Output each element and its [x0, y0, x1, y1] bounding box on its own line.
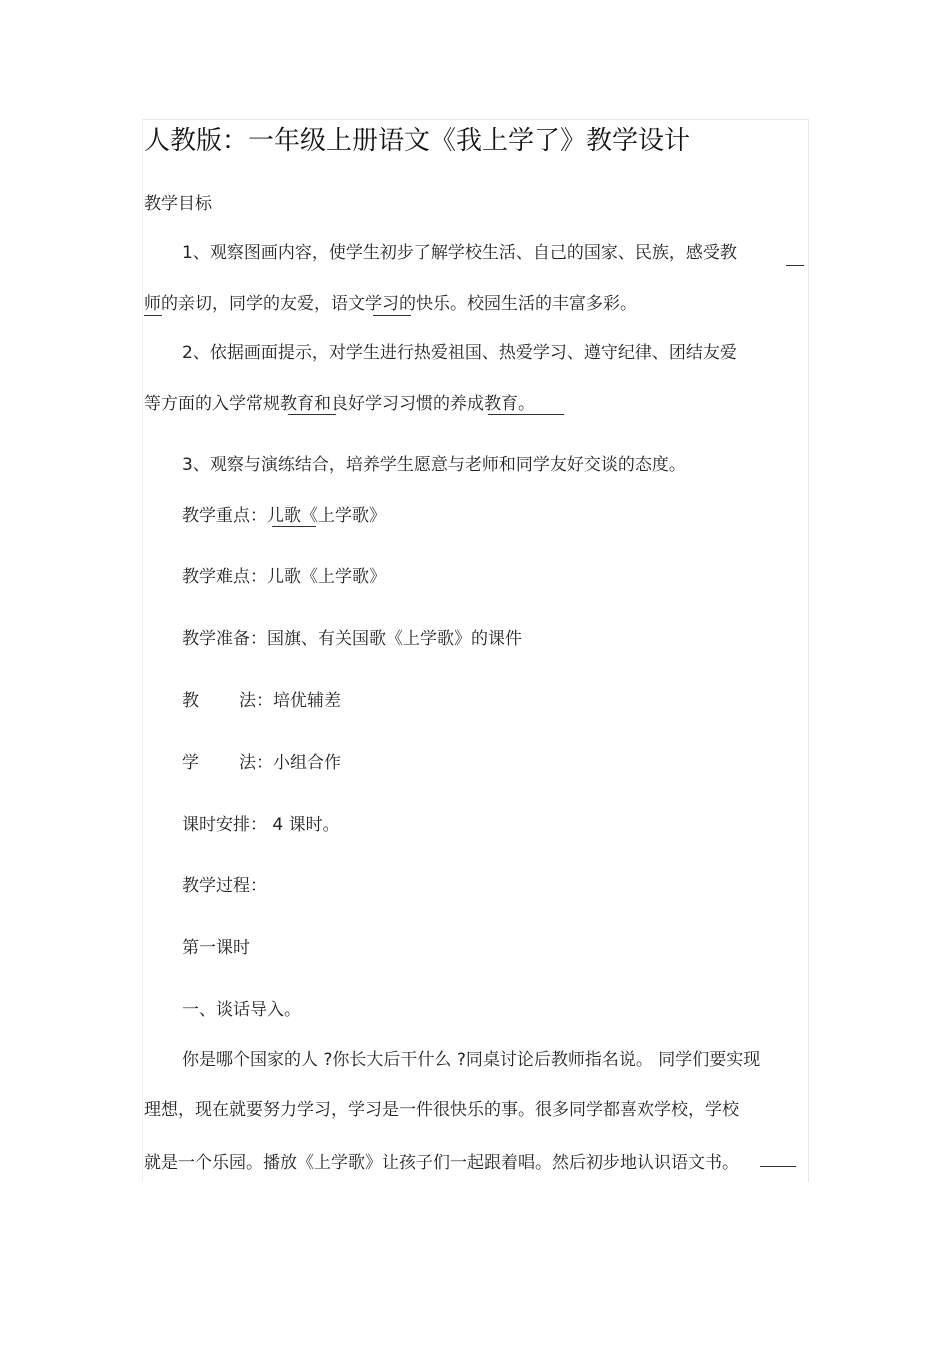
- page-frame: [142, 119, 809, 1182]
- objective-2-line-1: 2、依据画面提示，对学生进行热爱祖国、热爱学习、遵守纪律、团结友爱: [182, 343, 737, 363]
- objective-2-line-2: 等方面的入学常规教育和良好学习习惯的养成教育。: [144, 394, 535, 414]
- learning-method-value: 法：小组合作: [239, 753, 341, 773]
- difficulty: 教学难点：儿歌《上学歌》: [182, 567, 386, 587]
- key-point: 教学重点：儿歌《上学歌》: [182, 506, 386, 526]
- underline-mark: [373, 315, 411, 316]
- section-one-heading: 一、谈话导入。: [182, 1000, 301, 1020]
- underline-mark: [786, 265, 804, 266]
- teaching-method-value: 法：培优辅差: [239, 691, 341, 711]
- underline-mark: [760, 1166, 796, 1167]
- underline-mark: [272, 526, 316, 527]
- learning-method: [182, 752, 341, 774]
- paragraph-1-line-3: 就是一个乐园。播放《上学歌》让孩子们一起跟着唱。然后初步地认识语文书。: [144, 1153, 739, 1173]
- underline-mark: [488, 414, 564, 415]
- process-heading: 教学过程：: [182, 876, 267, 896]
- underline-mark: [288, 414, 336, 415]
- teaching-method: [182, 690, 341, 712]
- preparation: 教学准备：国旗、有关国歌《上学歌》的课件: [182, 629, 522, 649]
- objective-1-line-1: 1、观察图画内容，使学生初步了解学校生活、自己的国家、民族，感受教: [182, 243, 737, 263]
- objective-3: 3、观察与演练结合，培养学生愿意与老师和同学友好交谈的态度。: [182, 455, 686, 475]
- document-title: 人教版：一年级上册语文《我上学了》教学设计: [144, 126, 691, 156]
- lesson-one-heading: 第一课时: [182, 938, 250, 958]
- underline-mark: [144, 315, 162, 316]
- learning-method-char: 学: [182, 753, 199, 773]
- schedule: 课时安排： 4 课时。: [182, 815, 340, 835]
- teaching-method-char: 教: [182, 691, 199, 711]
- objectives-heading: 教学目标: [144, 194, 212, 214]
- paragraph-1-line-1: 你是哪个国家的人 ?你长大后干什么 ?同桌讨论后教师指名说。 同学们要实现: [182, 1050, 761, 1070]
- paragraph-1-line-2: 理想，现在就要努力学习，学习是一件很快乐的事。很多同学都喜欢学校，学校: [144, 1100, 739, 1120]
- objective-1-line-2: 师的亲切，同学的友爱，语文学习的快乐。校园生活的丰富多彩。: [144, 294, 637, 314]
